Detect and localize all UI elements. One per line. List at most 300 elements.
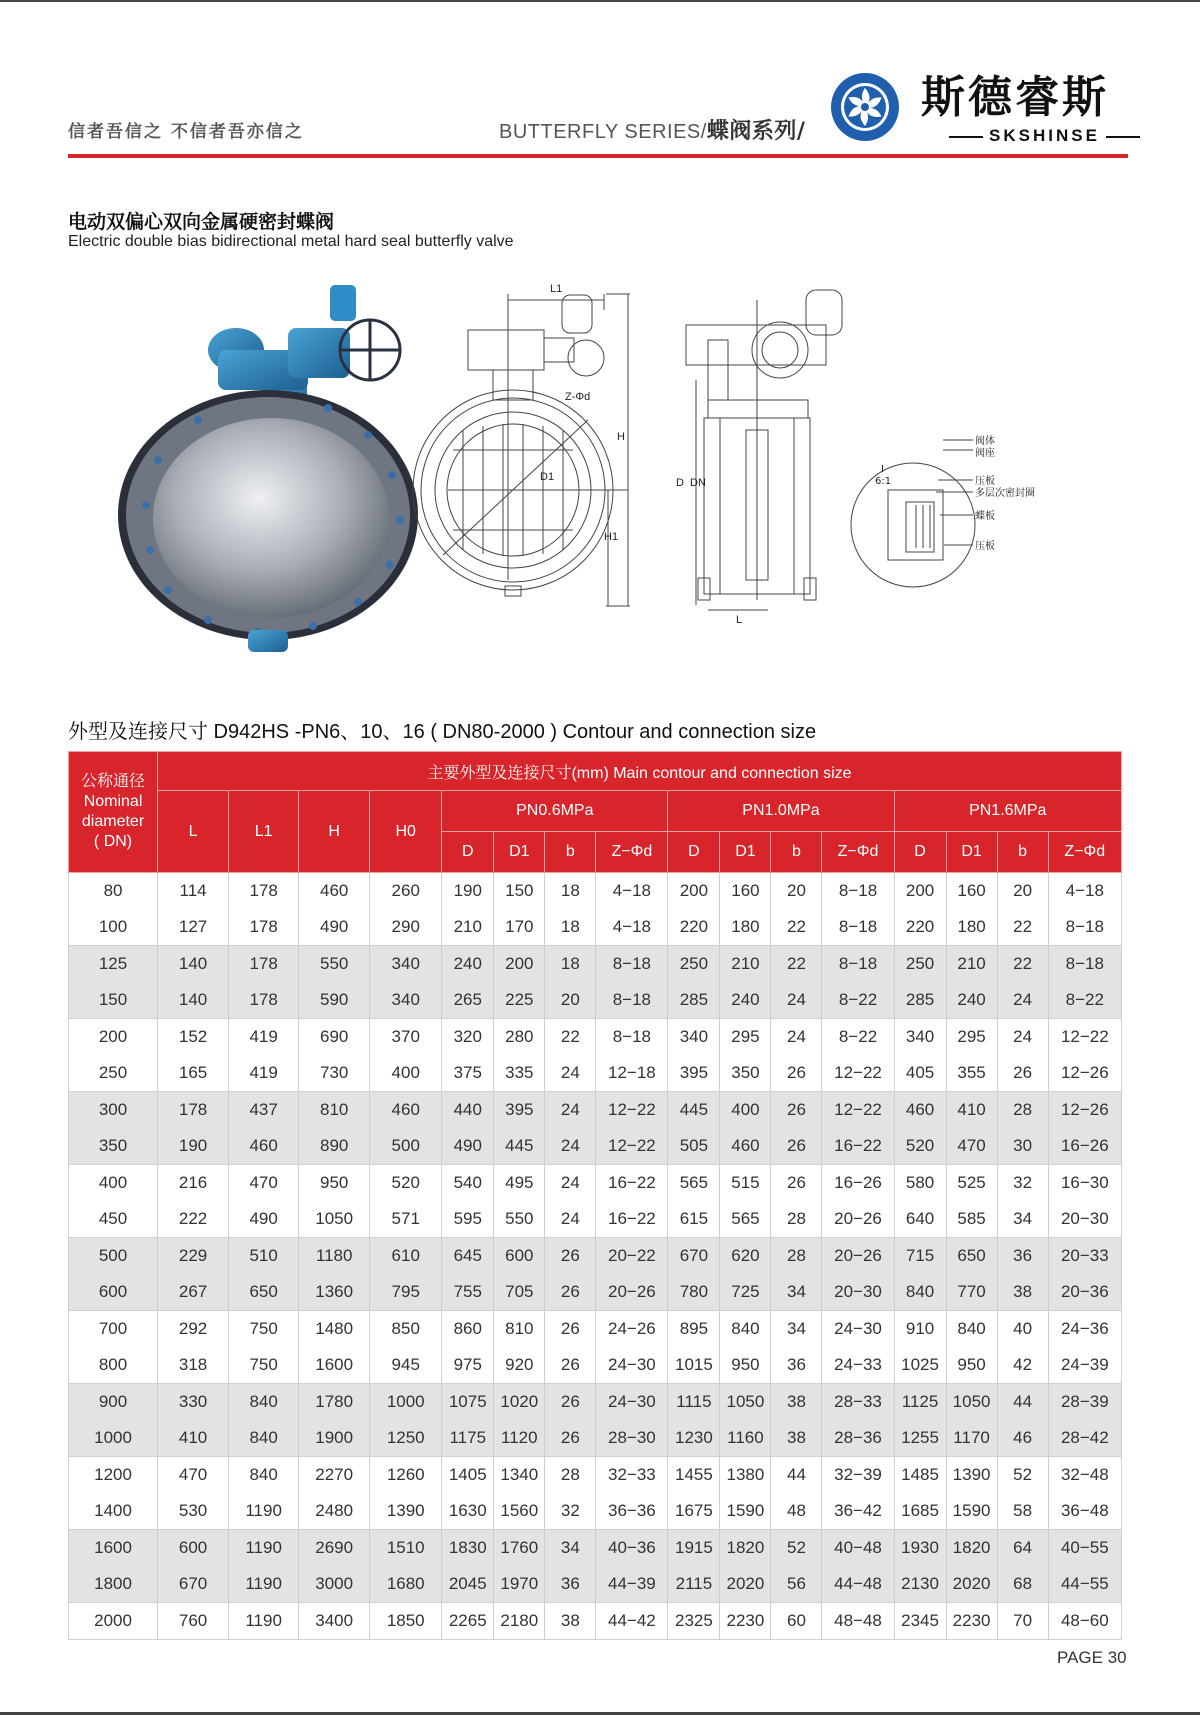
dn-cell: 1400 xyxy=(69,1493,158,1530)
table-cell: 12−22 xyxy=(1048,1019,1121,1056)
table-cell: 1760 xyxy=(494,1530,545,1567)
col-header-h: H xyxy=(299,791,370,873)
table-cell: 550 xyxy=(299,946,370,983)
table-cell: 68 xyxy=(997,1566,1048,1603)
table-cell: 18 xyxy=(545,909,596,946)
table-cell: 8−22 xyxy=(1048,982,1121,1019)
dn-cell: 100 xyxy=(69,909,158,946)
table-cell: 1780 xyxy=(299,1384,370,1421)
dn-cell: 250 xyxy=(69,1055,158,1092)
table-cell: 150 xyxy=(494,873,545,910)
table-cell: 36−42 xyxy=(822,1493,894,1530)
table-cell: 267 xyxy=(158,1274,229,1311)
table-cell: 24 xyxy=(545,1128,596,1165)
table-cell: 20−36 xyxy=(1048,1274,1121,1311)
table-cell: 890 xyxy=(299,1128,370,1165)
table-cell: 580 xyxy=(894,1165,946,1202)
table-row xyxy=(69,1493,1122,1530)
table-cell: 32−39 xyxy=(822,1457,894,1494)
table-cell: 1255 xyxy=(894,1420,946,1457)
table-cell: 470 xyxy=(946,1128,997,1165)
table-cell: 460 xyxy=(370,1092,442,1129)
table-cell: 1190 xyxy=(229,1603,299,1640)
label-detail-i: I xyxy=(881,464,884,475)
table-cell: 910 xyxy=(894,1311,946,1348)
table-cell: 295 xyxy=(720,1019,771,1056)
table-cell: 36 xyxy=(545,1566,596,1603)
table-cell: 60 xyxy=(771,1603,822,1640)
series-label-en: BUTTERFLY SERIES/ xyxy=(499,121,707,143)
table-cell: 140 xyxy=(158,982,229,1019)
table-cell: 48 xyxy=(771,1493,822,1530)
sub-header-d: D xyxy=(894,832,946,873)
table-cell: 26 xyxy=(545,1420,596,1457)
table-row xyxy=(69,1566,1122,1603)
table-cell: 780 xyxy=(668,1274,720,1311)
table-cell: 200 xyxy=(494,946,545,983)
table-cell: 24−30 xyxy=(596,1347,668,1384)
table-row xyxy=(69,1530,1122,1567)
dn-cell: 600 xyxy=(69,1274,158,1311)
table-cell: 470 xyxy=(158,1457,229,1494)
table-cell: 1970 xyxy=(494,1566,545,1603)
table-cell: 28 xyxy=(997,1092,1048,1129)
table-cell: 1405 xyxy=(442,1457,494,1494)
table-cell: 26 xyxy=(545,1274,596,1311)
table-cell: 36−48 xyxy=(1048,1493,1121,1530)
dn-header-line-2: Nominal xyxy=(83,793,143,810)
table-cell: 20 xyxy=(771,873,822,910)
table-cell: 620 xyxy=(720,1238,771,1275)
table-cell: 340 xyxy=(370,946,442,983)
table-cell: 3000 xyxy=(299,1566,370,1603)
table-cell: 840 xyxy=(229,1420,299,1457)
table-cell: 24−26 xyxy=(596,1311,668,1348)
table-row xyxy=(69,982,1122,1019)
table-cell: 12−26 xyxy=(1048,1055,1121,1092)
table-cell: 34 xyxy=(997,1201,1048,1238)
dn-cell: 800 xyxy=(69,1347,158,1384)
table-cell: 26 xyxy=(771,1092,822,1129)
table-cell: 1170 xyxy=(946,1420,997,1457)
table-cell: 28 xyxy=(771,1201,822,1238)
page-number: PAGE 30 xyxy=(1057,1648,1127,1667)
label-press-plate-1: 压板 xyxy=(975,476,995,487)
dn-cell: 1000 xyxy=(69,1420,158,1457)
table-row xyxy=(69,1019,1122,1056)
table-cell: 160 xyxy=(720,873,771,910)
table-cell: 44−55 xyxy=(1048,1566,1121,1603)
table-cell: 2115 xyxy=(668,1566,720,1603)
table-cell: 419 xyxy=(229,1019,299,1056)
table-cell: 12−22 xyxy=(822,1055,894,1092)
table-cell: 725 xyxy=(720,1274,771,1311)
table-cell: 705 xyxy=(494,1274,545,1311)
table-cell: 24 xyxy=(545,1165,596,1202)
table-cell: 840 xyxy=(720,1311,771,1348)
table-cell: 38 xyxy=(771,1420,822,1457)
table-cell: 32−33 xyxy=(596,1457,668,1494)
label-dn: DN xyxy=(690,477,706,489)
table-cell: 12−18 xyxy=(596,1055,668,1092)
table-cell: 28−42 xyxy=(1048,1420,1121,1457)
table-cell: 1600 xyxy=(299,1347,370,1384)
table-cell: 52 xyxy=(771,1530,822,1567)
table-cell: 730 xyxy=(299,1055,370,1092)
table-cell: 22 xyxy=(997,909,1048,946)
table-cell: 840 xyxy=(229,1384,299,1421)
table-cell: 152 xyxy=(158,1019,229,1056)
table-cell: 335 xyxy=(494,1055,545,1092)
table-cell: 24−30 xyxy=(822,1311,894,1348)
table-cell: 178 xyxy=(229,909,299,946)
table-cell: 920 xyxy=(494,1347,545,1384)
table-cell: 340 xyxy=(370,982,442,1019)
table-cell: 8−22 xyxy=(822,1019,894,1056)
table-cell: 395 xyxy=(494,1092,545,1129)
table-cell: 520 xyxy=(894,1128,946,1165)
table-cell: 395 xyxy=(668,1055,720,1092)
table-cell: 40−36 xyxy=(596,1530,668,1567)
table-cell: 400 xyxy=(370,1055,442,1092)
table-cell: 610 xyxy=(370,1238,442,1275)
dimension-table xyxy=(68,751,1122,1640)
table-cell: 460 xyxy=(894,1092,946,1129)
table-cell: 180 xyxy=(946,909,997,946)
table-cell: 1390 xyxy=(370,1493,442,1530)
table-cell: 1930 xyxy=(894,1530,946,1567)
table-cell: 4−18 xyxy=(596,873,668,910)
table-cell: 44 xyxy=(997,1384,1048,1421)
table-row xyxy=(69,873,1122,910)
table-cell: 20−26 xyxy=(822,1238,894,1275)
table-cell: 950 xyxy=(720,1347,771,1384)
sub-header-d: D xyxy=(442,832,494,873)
table-cell: 690 xyxy=(299,1019,370,1056)
sub-header-zd: Z−Φd xyxy=(1048,832,1121,873)
table-cell: 1020 xyxy=(494,1384,545,1421)
table-cell: 24 xyxy=(771,982,822,1019)
table-cell: 405 xyxy=(894,1055,946,1092)
series-label xyxy=(499,114,805,145)
table-cell: 38 xyxy=(545,1603,596,1640)
table-cell: 645 xyxy=(442,1238,494,1275)
table-cell: 760 xyxy=(158,1603,229,1640)
table-cell: 1190 xyxy=(229,1566,299,1603)
table-cell: 1025 xyxy=(894,1347,946,1384)
table-cell: 585 xyxy=(946,1201,997,1238)
table-cell: 56 xyxy=(771,1566,822,1603)
table-cell: 1390 xyxy=(946,1457,997,1494)
table-cell: 1680 xyxy=(370,1566,442,1603)
table-row xyxy=(69,1128,1122,1165)
table-cell: 2020 xyxy=(946,1566,997,1603)
table-cell: 1000 xyxy=(370,1384,442,1421)
table-cell: 1480 xyxy=(299,1311,370,1348)
main-header: 主要外型及连接尺寸(mm) Main contour and connection size xyxy=(158,752,1122,791)
table-cell: 18 xyxy=(545,873,596,910)
table-cell: 16−22 xyxy=(596,1201,668,1238)
table-cell: 2270 xyxy=(299,1457,370,1494)
table-cell: 220 xyxy=(668,909,720,946)
table-cell: 490 xyxy=(229,1201,299,1238)
table-cell: 24 xyxy=(997,982,1048,1019)
table-cell: 250 xyxy=(668,946,720,983)
table-cell: 2230 xyxy=(720,1603,771,1640)
table-cell: 2020 xyxy=(720,1566,771,1603)
dn-cell: 700 xyxy=(69,1311,158,1348)
table-cell: 1190 xyxy=(229,1493,299,1530)
dn-header xyxy=(69,752,158,873)
table-cell: 750 xyxy=(229,1347,299,1384)
table-cell: 250 xyxy=(894,946,946,983)
pressure-header-pn16: PN1.6MPa xyxy=(894,791,1121,832)
table-cell: 40 xyxy=(997,1311,1048,1348)
table-cell: 34 xyxy=(771,1311,822,1348)
table-cell: 40−55 xyxy=(1048,1530,1121,1567)
table-cell: 64 xyxy=(997,1530,1048,1567)
table-row xyxy=(69,1274,1122,1311)
table-cell: 1050 xyxy=(946,1384,997,1421)
label-valve-body: 阀体 xyxy=(975,436,995,447)
table-cell: 240 xyxy=(946,982,997,1019)
table-cell: 400 xyxy=(720,1092,771,1129)
table-cell: 8−18 xyxy=(1048,909,1121,946)
table-cell: 26 xyxy=(545,1238,596,1275)
sub-header-zd: Z−Φd xyxy=(596,832,668,873)
table-cell: 1510 xyxy=(370,1530,442,1567)
table-cell: 8−18 xyxy=(1048,946,1121,983)
label-multi-seal: 多层次密封圈 xyxy=(975,488,1035,499)
table-row xyxy=(69,946,1122,983)
table-cell: 30 xyxy=(997,1128,1048,1165)
table-cell: 1820 xyxy=(720,1530,771,1567)
table-cell: 550 xyxy=(494,1201,545,1238)
table-cell: 24 xyxy=(997,1019,1048,1056)
table-row xyxy=(69,1238,1122,1275)
table-cell: 265 xyxy=(442,982,494,1019)
table-cell: 190 xyxy=(158,1128,229,1165)
table-cell: 16−26 xyxy=(822,1165,894,1202)
table-cell: 975 xyxy=(442,1347,494,1384)
table-cell: 26 xyxy=(771,1128,822,1165)
table-cell: 12−22 xyxy=(596,1128,668,1165)
table-cell: 440 xyxy=(442,1092,494,1129)
table-cell: 178 xyxy=(229,946,299,983)
table-cell: 2345 xyxy=(894,1603,946,1640)
table-cell: 24−39 xyxy=(1048,1347,1121,1384)
table-cell: 127 xyxy=(158,909,229,946)
table-cell: 40−48 xyxy=(822,1530,894,1567)
table-cell: 755 xyxy=(442,1274,494,1311)
table-cell: 500 xyxy=(370,1128,442,1165)
table-cell: 20−33 xyxy=(1048,1238,1121,1275)
table-cell: 36 xyxy=(771,1347,822,1384)
table-cell: 670 xyxy=(668,1238,720,1275)
sub-header-d1: D1 xyxy=(494,832,545,873)
col-header-l: L xyxy=(158,791,229,873)
table-cell: 640 xyxy=(894,1201,946,1238)
table-cell: 52 xyxy=(997,1457,1048,1494)
table-cell: 200 xyxy=(894,873,946,910)
table-cell: 650 xyxy=(229,1274,299,1311)
table-cell: 24 xyxy=(545,1092,596,1129)
table-cell: 2230 xyxy=(946,1603,997,1640)
table-cell: 1915 xyxy=(668,1530,720,1567)
table-cell: 750 xyxy=(229,1311,299,1348)
table-cell: 571 xyxy=(370,1201,442,1238)
table-cell: 210 xyxy=(946,946,997,983)
dn-cell: 150 xyxy=(69,982,158,1019)
table-cell: 36 xyxy=(997,1238,1048,1275)
label-press-plate-2: 压板 xyxy=(975,541,995,552)
table-cell: 445 xyxy=(494,1128,545,1165)
side-view-drawing xyxy=(686,290,842,610)
top-border xyxy=(0,0,1200,2)
table-cell: 2265 xyxy=(442,1603,494,1640)
table-cell: 48−48 xyxy=(822,1603,894,1640)
label-h: H xyxy=(617,431,625,443)
table-row xyxy=(69,1347,1122,1384)
table-cell: 1120 xyxy=(494,1420,545,1457)
table-cell: 140 xyxy=(158,946,229,983)
sub-header-d1: D1 xyxy=(946,832,997,873)
table-cell: 295 xyxy=(946,1019,997,1056)
table-cell: 24 xyxy=(771,1019,822,1056)
brand-name-cn: 斯德睿斯 xyxy=(921,72,1109,123)
table-cell: 600 xyxy=(158,1530,229,1567)
sub-header-b: b xyxy=(771,832,822,873)
table-cell: 44−42 xyxy=(596,1603,668,1640)
dn-cell: 1800 xyxy=(69,1566,158,1603)
table-cell: 32−48 xyxy=(1048,1457,1121,1494)
table-cell: 44−48 xyxy=(822,1566,894,1603)
table-cell: 16−22 xyxy=(822,1128,894,1165)
table-cell: 210 xyxy=(720,946,771,983)
col-header-h0: H0 xyxy=(370,791,442,873)
table-row xyxy=(69,1457,1122,1494)
table-row xyxy=(69,909,1122,946)
table-cell: 178 xyxy=(229,982,299,1019)
dn-cell: 500 xyxy=(69,1238,158,1275)
table-cell: 229 xyxy=(158,1238,229,1275)
table-cell: 670 xyxy=(158,1566,229,1603)
table-cell: 1340 xyxy=(494,1457,545,1494)
table-cell: 70 xyxy=(997,1603,1048,1640)
table-cell: 20−30 xyxy=(1048,1201,1121,1238)
table-cell: 20−22 xyxy=(596,1238,668,1275)
seal-detail-drawing xyxy=(851,440,975,587)
dn-cell: 900 xyxy=(69,1384,158,1421)
table-cell: 240 xyxy=(442,946,494,983)
table-cell: 590 xyxy=(299,982,370,1019)
sub-header-b: b xyxy=(997,832,1048,873)
product-figures xyxy=(68,280,1128,680)
table-cell: 20−30 xyxy=(822,1274,894,1311)
table-cell: 460 xyxy=(299,873,370,910)
table-cell: 26 xyxy=(545,1384,596,1421)
table-cell: 1380 xyxy=(720,1457,771,1494)
table-cell: 44−39 xyxy=(596,1566,668,1603)
table-cell: 340 xyxy=(668,1019,720,1056)
table-cell: 165 xyxy=(158,1055,229,1092)
sub-header-d: D xyxy=(668,832,720,873)
table-cell: 1125 xyxy=(894,1384,946,1421)
table-cell: 370 xyxy=(370,1019,442,1056)
table-cell: 20−26 xyxy=(822,1201,894,1238)
table-cell: 2690 xyxy=(299,1530,370,1567)
table-cell: 1230 xyxy=(668,1420,720,1457)
table-cell: 28−36 xyxy=(822,1420,894,1457)
table-cell: 460 xyxy=(229,1128,299,1165)
table-cell: 8−18 xyxy=(822,946,894,983)
table-cell: 810 xyxy=(299,1092,370,1129)
table-cell: 12−22 xyxy=(822,1092,894,1129)
table-cell: 200 xyxy=(668,873,720,910)
table-cell: 34 xyxy=(771,1274,822,1311)
dn-cell: 125 xyxy=(69,946,158,983)
sub-header-b: b xyxy=(545,832,596,873)
table-cell: 240 xyxy=(720,982,771,1019)
dn-header-line-4: ( DN) xyxy=(93,833,133,850)
table-cell: 419 xyxy=(229,1055,299,1092)
table-cell: 410 xyxy=(158,1420,229,1457)
table-cell: 20−26 xyxy=(596,1274,668,1311)
table-cell: 2130 xyxy=(894,1566,946,1603)
table-cell: 1160 xyxy=(720,1420,771,1457)
table-cell: 26 xyxy=(771,1165,822,1202)
table-row xyxy=(69,1420,1122,1457)
table-cell: 26 xyxy=(545,1311,596,1348)
label-h1: H1 xyxy=(604,531,619,543)
sub-header-d1: D1 xyxy=(720,832,771,873)
table-cell: 178 xyxy=(229,873,299,910)
dn-cell: 200 xyxy=(69,1019,158,1056)
table-cell: 505 xyxy=(668,1128,720,1165)
table-cell: 22 xyxy=(545,1019,596,1056)
label-l1: L1 xyxy=(550,283,563,295)
table-cell: 1590 xyxy=(720,1493,771,1530)
brand-name-en: SKSHINSE xyxy=(921,126,1168,146)
table-cell: 525 xyxy=(946,1165,997,1202)
dn-cell: 350 xyxy=(69,1128,158,1165)
table-cell: 1050 xyxy=(299,1201,370,1238)
table-cell: 285 xyxy=(668,982,720,1019)
table-cell: 8−18 xyxy=(822,909,894,946)
table-cell: 810 xyxy=(494,1311,545,1348)
table-cell: 850 xyxy=(370,1311,442,1348)
table-cell: 945 xyxy=(370,1347,442,1384)
table-cell: 1560 xyxy=(494,1493,545,1530)
product-title-cn: 电动双偏心双向金属硬密封蝶阀 xyxy=(68,212,335,233)
table-cell: 1075 xyxy=(442,1384,494,1421)
table-cell: 24−33 xyxy=(822,1347,894,1384)
table-cell: 26 xyxy=(771,1055,822,1092)
table-cell: 840 xyxy=(946,1311,997,1348)
table-cell: 895 xyxy=(668,1311,720,1348)
table-cell: 20 xyxy=(997,873,1048,910)
table-cell: 437 xyxy=(229,1092,299,1129)
table-cell: 285 xyxy=(894,982,946,1019)
table-cell: 216 xyxy=(158,1165,229,1202)
table-row xyxy=(69,1092,1122,1129)
table-cell: 520 xyxy=(370,1165,442,1202)
table-cell: 3400 xyxy=(299,1603,370,1640)
table-cell: 650 xyxy=(946,1238,997,1275)
table-cell: 114 xyxy=(158,873,229,910)
table-cell: 1820 xyxy=(946,1530,997,1567)
table-cell: 24 xyxy=(545,1201,596,1238)
